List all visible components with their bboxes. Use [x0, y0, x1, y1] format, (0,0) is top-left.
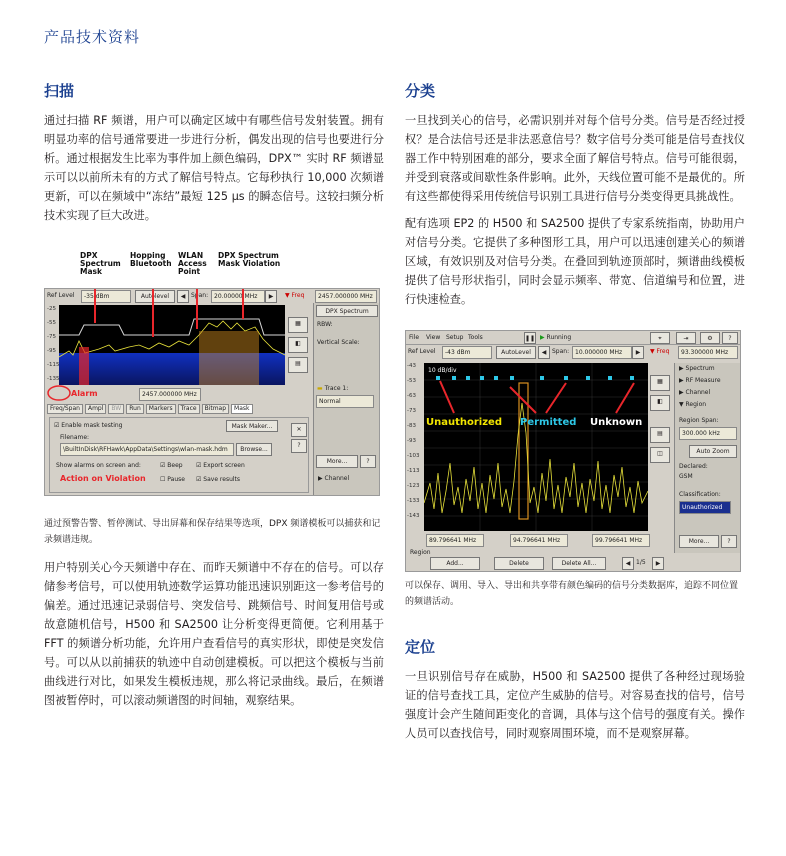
tab-freq-span[interactable]: Freq/Span	[47, 404, 83, 414]
span-field[interactable]: 10.000000 MHz	[572, 346, 632, 359]
freq-label: ▼ Freq	[650, 348, 670, 355]
panel-item-channel[interactable]: ▶ Channel	[679, 389, 711, 396]
tab-trace[interactable]: Trace	[178, 404, 200, 414]
y-tick: -133	[407, 498, 420, 504]
scan-paragraph-2: 用户特别关心今天频谱中存在、而昨天频谱中不存在的信号。可以存储参考信号，可以使用轨迹数学运算功能迅速识别距这一参考信号的偏差。通过迅速记录弱信号、突发信号、跳频信号、时间复用信号或故意随机信号，H500 和 SA2500 让分析变得更简便。它利用基于 FFT 的频谱分析功能，允许用户查看信号的真实形状，即使是突发信号。可以从以前捕获的轨迹中自动创建模板。可以把这个模板与当前曲线进行对比，如果发生模板违规，那么将记录曲线。最后，在频谱图被暂停时，可以滚动频谱图的时间轴，观察结果。	[44, 561, 384, 707]
ref-level-label: Ref Level	[408, 348, 436, 355]
y-tick: -113	[407, 468, 420, 474]
classify-paragraph-2: 配有选项 EP2 的 H500 和 SA2500 提供了专家系统指南，协助用户对信号分类。它提供了多种图形工具，用户可以迅速创建关心的频谱区域，有效识别及对信号分类。在叠回到轨迹顶部时，频谱曲线模板提供了信号形状指引，同时会显示频率、带宽、信道编号和位置，进行快速检查。	[405, 217, 745, 306]
gear-icon[interactable]: ⚙	[700, 332, 720, 344]
filename-label: Filename:	[60, 434, 90, 441]
gps-icon[interactable]: ⌖	[650, 332, 670, 344]
locate-paragraph: 一旦识别信号存在威胁，H500 和 SA2500 提供了各种经过现场验证的信号查找工具，定位产生威胁的信号。对容易查找的信号，信号强度计会产生随间距变化的音调，具体与这个信号的强度有关。操作人员可以查找信号，同时观察周围环境，而不是观察屏幕。	[405, 670, 745, 740]
tab-run[interactable]: Run	[126, 404, 144, 414]
freq-field[interactable]: 2457.000000 MHz	[315, 290, 377, 303]
dpx-spectrum-menu[interactable]: DPX Spectrum	[316, 305, 378, 317]
y-tick: -93	[407, 438, 416, 444]
marker-field[interactable]: 99.796641 MHz	[592, 534, 650, 547]
y-tick: -95	[47, 348, 56, 354]
classification-select[interactable]: Unauthorized	[679, 501, 731, 514]
delete-region-button[interactable]: Delete	[494, 557, 544, 570]
label-unknown: Unknown	[590, 417, 643, 428]
channel-item[interactable]: ▶ Channel	[318, 475, 350, 482]
autolevel-button[interactable]: Autolevel	[135, 290, 175, 303]
ref-level-label: Ref Level	[47, 292, 75, 299]
tab-bar	[47, 404, 253, 414]
region-span-label: Region Span:	[679, 417, 719, 424]
span-left-arrow[interactable]: ◀	[177, 290, 189, 303]
freq-field[interactable]: 93.300000 MHz	[678, 346, 738, 359]
figure1-caption-block	[44, 516, 384, 548]
next-page-button[interactable]: ▶	[652, 557, 664, 570]
ref-level-field[interactable]: -35 dBm	[81, 290, 131, 303]
show-alarms-label: Show alarms on screen and:	[56, 462, 141, 469]
right-column-lower	[405, 636, 745, 751]
span-left-arrow[interactable]: ◀	[538, 346, 550, 359]
run-status: ▶ Running	[540, 334, 572, 341]
figure2-caption: 可以保存、调用、导入、导出和共享带有颜色编码的信号分类数据库，追踪不同位置的频谱活动。	[405, 581, 739, 607]
delete-all-button[interactable]: Delete All...	[552, 557, 606, 570]
tool-icon[interactable]: ◧	[650, 395, 670, 411]
marker-field[interactable]: 94.796641 MHz	[510, 534, 568, 547]
y-tick: -63	[407, 393, 416, 399]
mask-maker-button[interactable]: Mask Maker...	[226, 420, 278, 432]
span-right-arrow[interactable]: ▶	[632, 346, 644, 359]
autolevel-button[interactable]: AutoLevel	[496, 346, 536, 359]
pause-icon[interactable]: ❚❚	[524, 332, 536, 344]
label-permitted: Permitted	[520, 417, 577, 428]
enable-mask-checkbox[interactable]: ☑ Enable mask testing	[54, 422, 123, 429]
filename-field[interactable]: \BuiltInDisk\RFHawk\AppData\Settings\wlan-mask.hdm	[60, 443, 234, 456]
export-screen-checkbox[interactable]: ☑ Export screen	[196, 462, 245, 469]
tab-mask[interactable]: Mask	[231, 404, 252, 414]
region-label: Region	[410, 549, 431, 556]
y-tick: -103	[407, 453, 420, 459]
tab-bw[interactable]: BW	[108, 404, 124, 414]
section-heading-classify: 分类	[405, 82, 436, 100]
scale-label: 10 dB/div	[428, 367, 457, 374]
tool-icon[interactable]: ◧	[288, 337, 308, 353]
alarm-indicator: Alarm	[71, 389, 98, 398]
y-tick: -115	[47, 362, 60, 368]
trace-label: ▬ Trace 1:	[317, 385, 349, 392]
help-button[interactable]: ?	[360, 455, 376, 468]
save-results-checkbox[interactable]: ☑ Save results	[196, 476, 241, 483]
action-on-violation-label: Action on Violation	[60, 474, 146, 483]
left-column	[44, 80, 384, 233]
more-button[interactable]: More...	[679, 535, 719, 548]
declared-value: GSM	[679, 473, 693, 480]
tool-icon[interactable]: ▦	[288, 317, 308, 333]
label-unauthorized: Unauthorized	[426, 417, 502, 428]
settings-panel	[313, 303, 380, 495]
tool-icon[interactable]: ▤	[650, 427, 670, 443]
screenshot-signal-classification	[405, 330, 741, 572]
classification-panel	[674, 363, 741, 553]
region-span-field[interactable]: 300.000 kHz	[679, 427, 737, 440]
annotation-wlan: WLAN Access Point	[178, 251, 207, 276]
y-tick: -25	[47, 306, 56, 312]
close-icon[interactable]: ✕	[291, 423, 307, 437]
beep-checkbox[interactable]: ☑ Beep	[160, 462, 183, 469]
add-region-button[interactable]: Add...	[430, 557, 480, 570]
declared-label: Declared:	[679, 463, 708, 470]
tab-markers[interactable]: Markers	[146, 404, 176, 414]
panel-item-region[interactable]: ▼ Region	[679, 401, 707, 408]
y-tick: -43	[407, 363, 416, 369]
left-column-lower	[44, 558, 384, 718]
scan-paragraph-1: 通过扫描 RF 频谱，用户可以确定区域中有哪些信号发射装置。拥有明显功率的信号通常要进一步进行分析，偶发出现的信号也要进行分析。通过根据发生比率为事件加上颜色编码，DPX™ 实时 RF 频谱显示可以以前所未有的方式了解信号特点。它每秒执行 10,000 次频谱更新，可以在频域中“冻结”最短 125 μs 的瞬态信号。这较扫频分析技术实现了巨大改进。	[44, 114, 384, 222]
y-tick: -123	[407, 483, 420, 489]
section-heading-locate: 定位	[405, 638, 436, 656]
ref-level-field[interactable]: -43 dBm	[442, 346, 492, 359]
tool-icon[interactable]: ▦	[650, 375, 670, 391]
y-tick: -73	[407, 408, 416, 414]
menu-tools[interactable]: Tools	[468, 334, 483, 341]
help-icon[interactable]: ?	[291, 439, 307, 453]
prev-page-button[interactable]: ◀	[622, 557, 634, 570]
help-icon[interactable]: ?	[722, 332, 738, 344]
tool-icon[interactable]: ▤	[288, 357, 308, 373]
menu-setup[interactable]: Setup	[446, 334, 464, 341]
classify-paragraph-1: 一旦找到关心的信号，必需识别并对每个信号分类。信号是否经过授权？是合法信号还是非法恶意信号？数字信号分类可能是信号查找仪器工作中特别困难的部分，要求全面了解信号特点。信号可能很弱，并受到衰落或间歇性条件影响。此外，天线位置可能不是最优的。所有这些都使得采用传统信号识别工具进行信号分类变得更具挑战性。	[405, 114, 745, 203]
pause-checkbox[interactable]: ☐ Pause	[160, 476, 185, 483]
span-field[interactable]: 20.00000 MHz	[211, 290, 265, 303]
section-heading-scan: 扫描	[44, 82, 75, 100]
vertical-scale-label: Vertical Scale:	[317, 339, 360, 346]
auto-zoom-button[interactable]: Auto Zoom	[689, 445, 737, 458]
span-label: Span:	[191, 292, 209, 299]
page-header-title: 产品技术资料	[44, 28, 141, 46]
panel-item-rf-measure[interactable]: ▶ RF Measure	[679, 377, 721, 384]
freq-label: ▼ Freq	[285, 292, 305, 299]
tab-ampl[interactable]: Ampl	[85, 404, 106, 414]
page-indicator: 1/5	[636, 559, 646, 566]
mask-settings-box	[49, 417, 309, 493]
annotation-dpx-mask: DPX Spectrum Mask	[80, 251, 121, 276]
ext-icon[interactable]: ⇥	[676, 332, 696, 344]
y-tick: -55	[47, 320, 56, 326]
y-tick: -75	[47, 334, 56, 340]
span-right-arrow[interactable]: ▶	[265, 290, 277, 303]
panel-item-spectrum[interactable]: ▶ Spectrum	[679, 365, 715, 372]
y-tick: -135	[47, 376, 60, 382]
tool-icon[interactable]: ◫	[650, 447, 670, 463]
screenshot-dpx-mask	[44, 288, 380, 496]
tab-bitmap[interactable]: Bitmap	[202, 404, 229, 414]
help-button[interactable]: ?	[721, 535, 737, 548]
center-freq-field[interactable]: 2457.000000 MHz	[139, 388, 201, 401]
marker-field[interactable]: 89.796641 MHz	[426, 534, 484, 547]
menu-file[interactable]: File	[409, 334, 420, 341]
y-tick: -53	[407, 378, 416, 384]
trace-mode-select[interactable]: Normal	[316, 395, 374, 408]
menu-view[interactable]: View	[426, 334, 441, 341]
figure2-caption-block	[405, 578, 745, 610]
rbw-label: RBW:	[317, 321, 333, 328]
span-label: Span:	[552, 348, 570, 355]
annotation-mask-violation: DPX Spectrum Mask Violation	[218, 251, 281, 268]
right-column	[405, 80, 745, 317]
annotation-hopping-bluetooth: Hopping Bluetooth	[130, 251, 172, 268]
browse-button[interactable]: Browse...	[236, 443, 272, 456]
figure1-caption: 通过预警告警、暂停测试、导出屏幕和保存结果等选项，DPX 频谱模板可以捕获和记录频谱违规。	[44, 519, 381, 545]
more-button[interactable]: More...	[316, 455, 358, 468]
y-tick: -143	[407, 513, 420, 519]
classification-label: Classification:	[679, 491, 721, 498]
y-tick: -83	[407, 423, 416, 429]
